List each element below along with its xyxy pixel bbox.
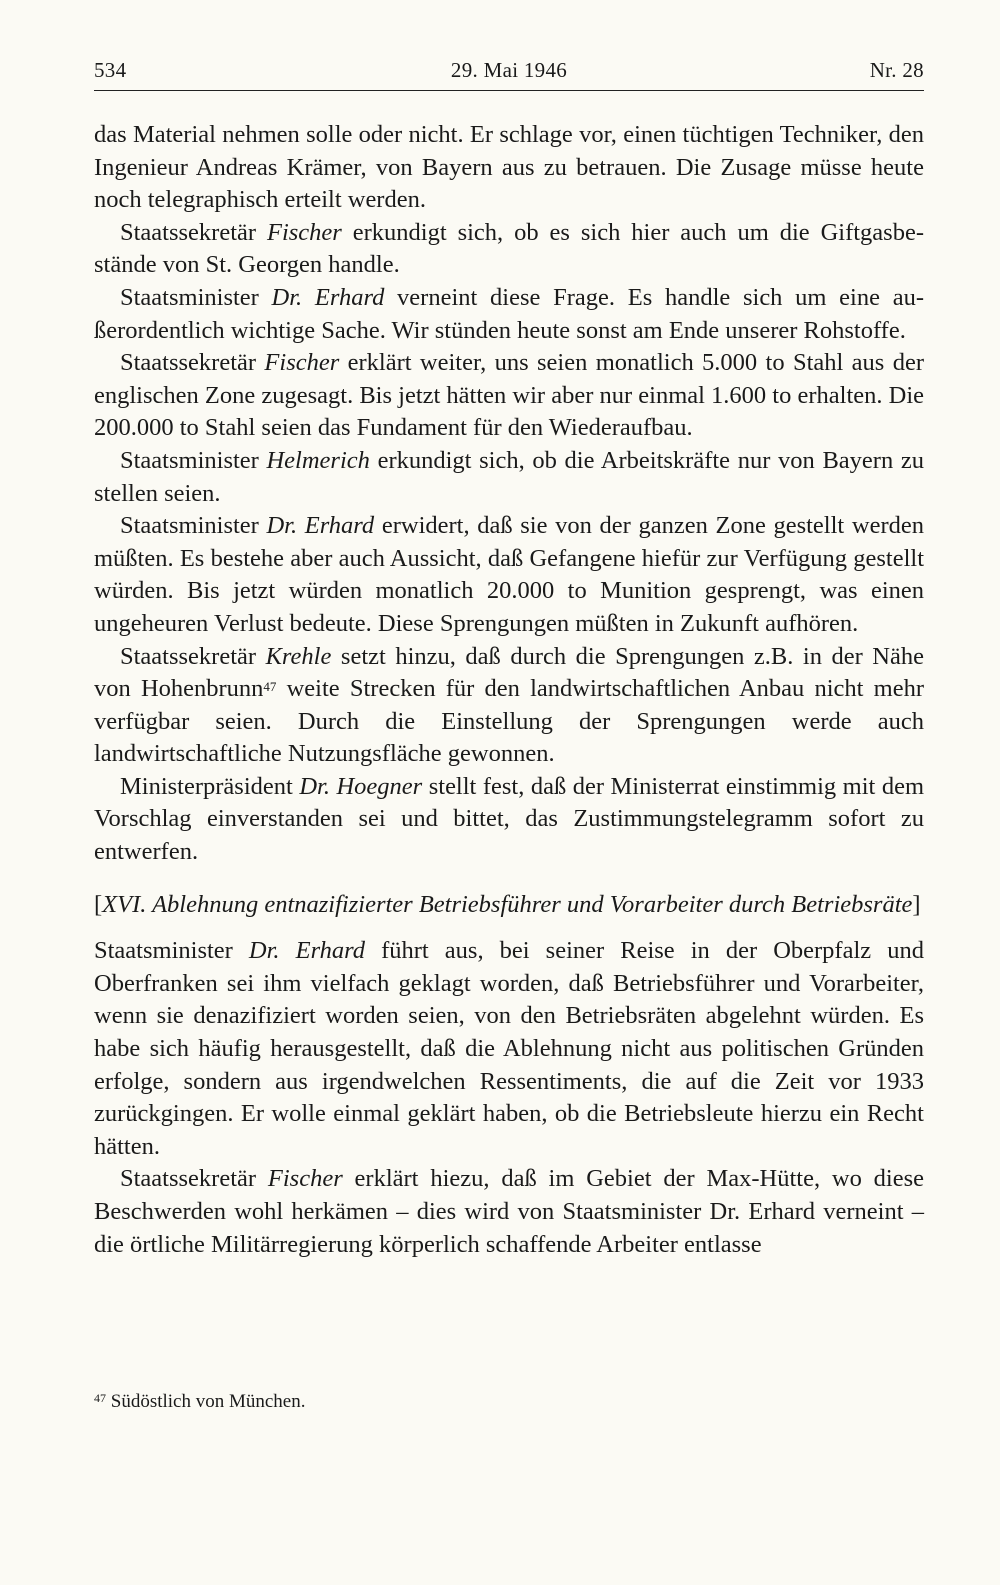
paragraph (94, 347, 924, 445)
speaker-name: Fischer (267, 1165, 343, 1193)
paragraph (94, 935, 924, 1163)
paragraph (94, 119, 924, 217)
text-run: verneint diese Frage. Es handle sich um eine außerordentlich wichtige Sache. Wir stünden heute sonst am Ende unserer Rohstoffe. (94, 283, 924, 344)
speaker-name: Dr. Erhard (266, 512, 375, 540)
text-run: das Material nehmen solle oder nicht. Er schlage vor, einen tüchtigen Techniker, den Ingenieur Andreas Krämer, von Bayern aus zu betrauen. Die Zusage müsse heute noch telegraphisch erteilt werden. (94, 121, 924, 214)
speaker-name: Dr. Hoegner (299, 772, 423, 800)
footnote-number: 47 (94, 1391, 106, 1405)
text-run: Staatssekretär (120, 1165, 268, 1193)
text-run: Staatssekretär (120, 642, 266, 670)
paragraph (94, 1163, 924, 1261)
speaker-name: Helmerich (266, 446, 370, 474)
speaker-name: Fischer (266, 218, 342, 246)
paragraph (94, 217, 924, 282)
text-run: Staatsminister (120, 512, 267, 540)
bracket: [ (94, 890, 103, 918)
document-number: Nr. 28 (869, 58, 924, 82)
text-run: erklärt weiter, uns seien monatlich 5.000 to Stahl aus der englischen Zone zugesagt. Bis jetzt hätten wir aber nur einmal 1.600 to erhalten. Die 200.000 to Stahl seien das Fundament für den Wiederaufbau. (94, 349, 925, 442)
text-run: Staatsminister (94, 937, 249, 965)
text-run: stellt fest, daß der Ministerrat einstimmig mit dem Vorschlag einverstanden sei und bittet, das Zustimmungstelegramm sofort zu entwerfen. (94, 772, 925, 866)
paragraph (94, 445, 924, 510)
text-run: weite Strecken für den landwirtschaftlichen Anbau nicht mehr verfügbar seien. Durch die Einstellung der Sprengungen werde auch landwirtschaftliche Nutzungsfläche gewonnen. (94, 675, 924, 768)
footnote (94, 1390, 924, 1414)
text-run: setzt hinzu, daß durch die Sprengungen z.B. in der Nähe von Hohenbrunn (94, 642, 924, 703)
speaker-name: Krehle (265, 642, 332, 670)
section-heading (94, 889, 924, 922)
paragraph (94, 282, 924, 347)
text-run: Staatsminister (120, 446, 267, 474)
footnote-ref: 47 (263, 679, 277, 695)
speaker-name: Dr. Erhard (248, 937, 366, 965)
bracket: ] (912, 890, 921, 918)
text-run: Staatssekretär (120, 349, 265, 377)
paragraph (94, 641, 924, 771)
text-run: erklärt hiezu, daß im Gebiet der Max-Hütte, wo diese Beschwerden wohl herkämen – dies wird von Staatsminister Dr. Erhard verneint – die örtliche Militärregierung körperlich schaffende Arbeiter entlasse (94, 1165, 925, 1258)
speaker-name: Dr. Erhard (271, 283, 385, 311)
footnote-text: Südöstlich von München. (110, 1391, 306, 1412)
speaker-name: Fischer (264, 349, 340, 377)
header-rule (94, 90, 924, 91)
page-number: 534 (94, 58, 127, 82)
paragraph (94, 771, 924, 869)
text-run: erkundigt sich, ob die Arbeitskräfte nur von Bayern zu stellen seien. (94, 446, 924, 507)
text-run: erwidert, daß sie von der ganzen Zone gestellt werden müßten. Es bestehe aber auch Aussicht, daß Gefangene hiefür zur Verfügung gestellt würden. Bis jetzt würden monatlich 20.000 to Munition gesprengt, was einen ungeheuren Verlust bedeute. Diese Sprengungen müßten in Zukunft aufhören. (94, 512, 924, 637)
paragraph (94, 510, 924, 640)
header-date: 29. Mai 1946 (450, 58, 568, 82)
text-run: Ministerpräsident (120, 772, 300, 800)
text-run: führt aus, bei seiner Reise in der Oberpfalz und Oberfranken sei ihm vielfach geklagt worden, daß Betriebsführer und Vorarbeiter, wenn sie denazifiziert worden seien, von den Betriebsräten abgelehnt würden. Es habe sich häufig herausgestellt, daß die Ablehnung nicht aus politischen Gründen erfolge, sondern aus irgendwelchen Ressentiments, die auf die Zeit vor 1933 zurückgingen. Er wolle einmal geklärt haben, ob die Betriebsleute hierzu ein Recht hätten. (94, 937, 924, 1160)
page-header (94, 58, 924, 90)
text-run: Staatsminister (120, 283, 272, 311)
body-text (94, 119, 924, 1261)
text-run: XVI. Ablehnung entnazifizierter Betriebsführer und Vorarbeiter durch Betriebsräte (102, 890, 913, 918)
text-run: erkundigt sich, ob es sich hier auch um die Giftgasbestände von St. Georgen handle. (94, 218, 924, 279)
text-run: Staatssekretär (120, 218, 267, 246)
